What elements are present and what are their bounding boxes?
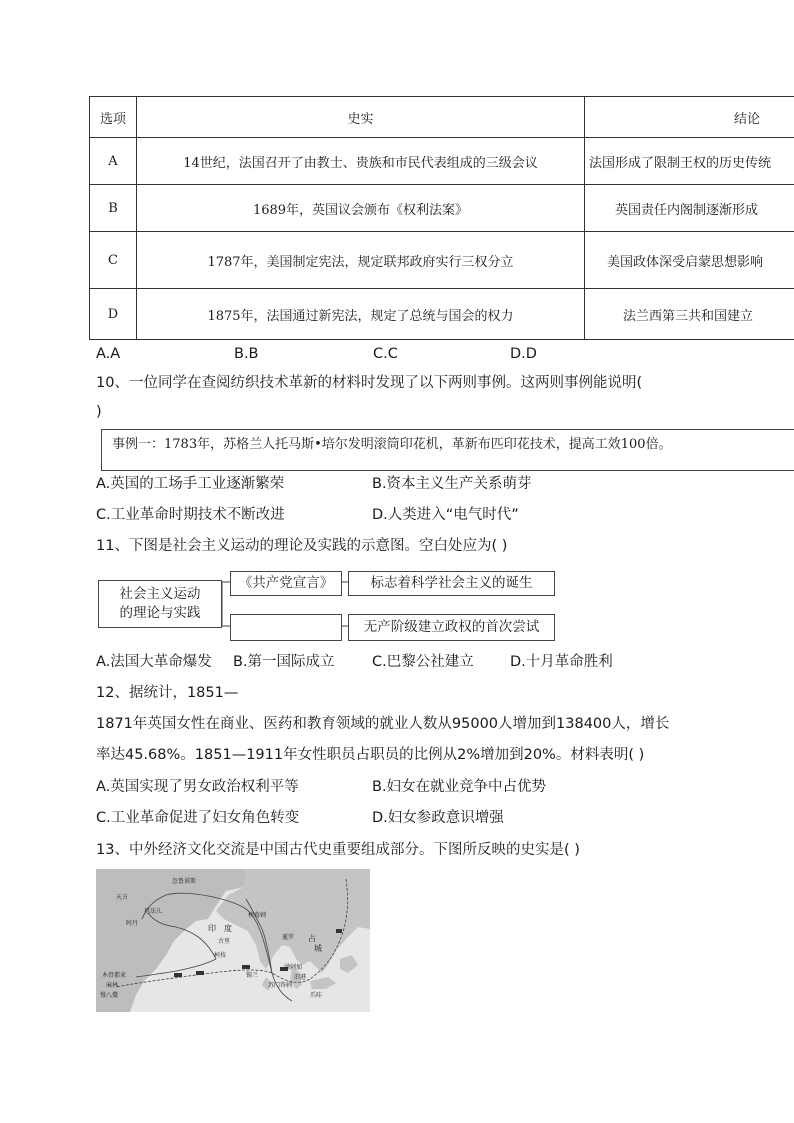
q12-line3: 率达45.68%。1851—1911年女性职员占职员的比例从2%增加到20%。材料表明( ) bbox=[96, 747, 645, 763]
q12-option-b: B.妇女在就业竞争中占优势 bbox=[372, 779, 547, 795]
map-label: 爪哇 bbox=[310, 992, 323, 999]
map-label: 度 bbox=[224, 924, 232, 933]
row-fact: 14世纪，法国召开了由教士、贵族和市民代表组成的三级会议 bbox=[137, 138, 585, 185]
map-label: 满剌加 bbox=[284, 964, 303, 971]
q13-stem: 13、中外经济文化交流是中国古代史重要组成部分。下图所反映的史实是( ) bbox=[96, 842, 580, 858]
diagram-bottom-right: 无产阶级建立政权的首次尝试 bbox=[348, 614, 555, 641]
map-label: 柯枝 bbox=[214, 952, 227, 959]
q10-option-c: C.工业革命时期技术不断改进 bbox=[96, 507, 285, 523]
q10-option-d: D.人类进入“电气时代” bbox=[372, 507, 519, 523]
header-option: 选项 bbox=[90, 97, 137, 138]
table-row bbox=[90, 232, 794, 289]
map-label: 旧港 bbox=[294, 974, 307, 981]
map-label: 苏门答剌 bbox=[268, 982, 293, 989]
q10-stem-end: ) bbox=[96, 404, 102, 420]
q11-option-a: A.法国大革命爆发 bbox=[96, 654, 212, 670]
q12-option-a: A.英国实现了男女政治权利平等 bbox=[96, 779, 299, 795]
map-label: 暹罗 bbox=[282, 934, 295, 941]
map-label: 古里 bbox=[218, 938, 231, 945]
q11-option-d: D.十月革命胜利 bbox=[510, 654, 613, 670]
diagram-top-right: 标志着科学社会主义的诞生 bbox=[348, 571, 555, 596]
map-label: 麻林 bbox=[106, 982, 119, 989]
diagram-root-line2: 的理论与实践 bbox=[119, 605, 201, 621]
map-label: 城 bbox=[314, 944, 322, 953]
q10-example: 事例一：1783年，苏格兰人托马斯•培尔发明滚筒印花机，革新布匹印花技术，提高工效100倍。 bbox=[112, 437, 672, 452]
q11-option-c: C.巴黎公社建立 bbox=[372, 654, 474, 670]
history-table bbox=[89, 96, 794, 344]
row-option: D bbox=[90, 289, 137, 340]
table-row bbox=[90, 185, 794, 232]
map-label: 木骨都束 bbox=[102, 972, 127, 979]
choice-d: D.D bbox=[510, 346, 537, 362]
diagram-top-left: 《共产党宣言》 bbox=[230, 571, 342, 596]
map-label: 占 bbox=[308, 934, 316, 943]
choice-a: A.A bbox=[96, 346, 121, 362]
q12-line2: 1871年英国女性在商业、医药和教育领域的就业人数从95000人增加到138400人，增长 bbox=[96, 716, 670, 732]
row-conclusion: 英国责任内阁制逐渐形成 bbox=[585, 185, 794, 232]
map-label: 阿丹 bbox=[126, 920, 139, 927]
map-label: 印 bbox=[208, 924, 216, 933]
q12-option-c: C.工业革命促进了妇女角色转变 bbox=[96, 810, 300, 826]
q10-option-a: A.英国的工场手工业逐渐繁荣 bbox=[96, 476, 285, 492]
diagram-root-line1: 社会主义运动 bbox=[119, 586, 201, 602]
q12-line1: 12、据统计，1851— bbox=[96, 685, 239, 701]
diagram-root bbox=[98, 580, 222, 628]
row-fact: 1875年，法国通过新宪法，规定了总统与国会的权力 bbox=[137, 289, 585, 340]
q11-option-b: B.第一国际成立 bbox=[233, 654, 335, 670]
map-label: 天方 bbox=[116, 894, 129, 901]
row-conclusion: 法国形成了限制王权的历史传统 bbox=[585, 138, 794, 185]
choice-b: B.B bbox=[234, 346, 259, 362]
table-row bbox=[90, 138, 794, 185]
choice-c: C.C bbox=[373, 346, 398, 362]
row-option: C bbox=[90, 232, 137, 289]
row-option: B bbox=[90, 185, 137, 232]
row-conclusion: 法兰西第三共和国建立 bbox=[585, 289, 794, 340]
header-fact: 史实 bbox=[137, 97, 585, 138]
map-label: 锡兰 bbox=[246, 972, 259, 979]
row-conclusion: 美国政体深受启蒙思想影响 bbox=[585, 232, 794, 289]
row-option: A bbox=[90, 138, 137, 185]
q10-stem: 10、一位同学在查阅纺织技术革新的材料时发现了以下两则事例。这两则事例能说明( bbox=[96, 375, 643, 391]
map-graphic bbox=[96, 869, 370, 1012]
map-label: 慢八撒 bbox=[100, 992, 119, 999]
row-fact: 1689年，英国议会颁布《权利法案》 bbox=[137, 185, 585, 232]
q12-option-d: D.妇女参政意识增强 bbox=[372, 810, 504, 826]
q11-stem: 11、下图是社会主义运动的理论及实践的示意图。空白处应为( ) bbox=[96, 538, 508, 554]
table-row bbox=[90, 289, 794, 340]
q10-option-b: B.资本主义生产关系萌芽 bbox=[372, 476, 532, 492]
map-label: 忽鲁谟斯 bbox=[172, 878, 197, 885]
q10-example-box bbox=[101, 429, 794, 471]
header-conclusion: 结论 bbox=[585, 97, 794, 138]
map-label: 榜葛剌 bbox=[248, 912, 267, 919]
map-label: 祖法儿 bbox=[144, 908, 163, 915]
row-fact: 1787年，美国制定宪法，规定联邦政府实行三权分立 bbox=[137, 232, 585, 289]
diagram-blank-box bbox=[230, 614, 342, 641]
voyage-map bbox=[96, 869, 370, 1012]
